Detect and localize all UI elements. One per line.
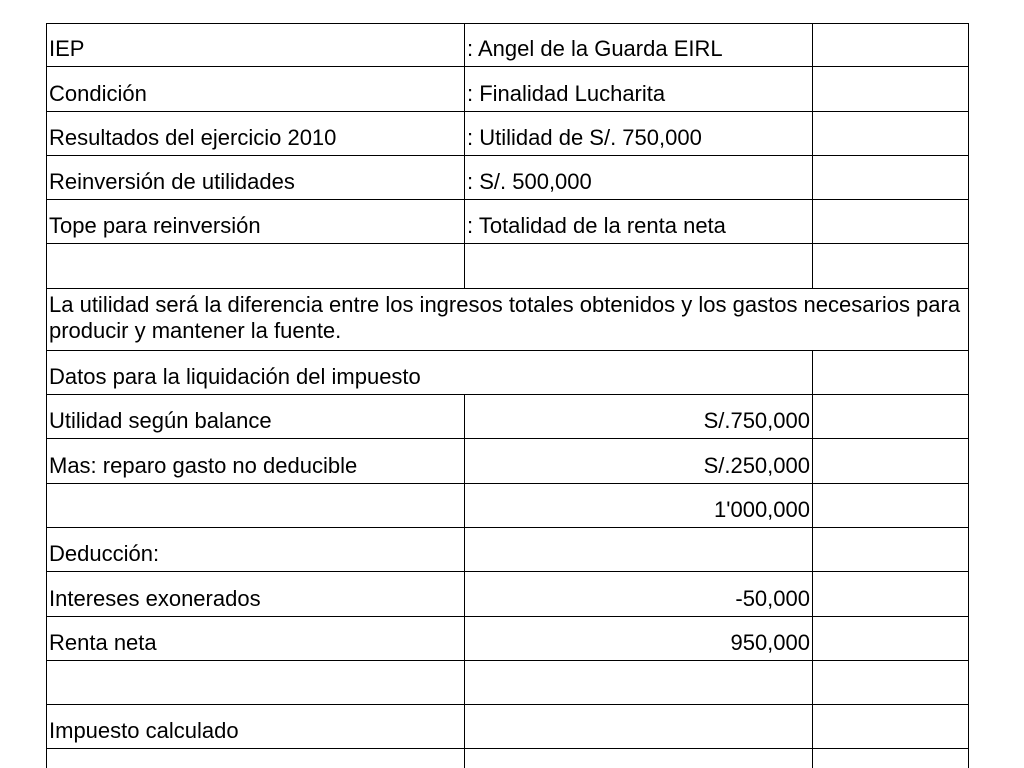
reinversion-label-cell[interactable]: Reinversión de utilidades	[47, 156, 465, 199]
empty-cell[interactable]	[813, 67, 968, 110]
row-value-cell[interactable]	[465, 705, 813, 748]
row-value-cell[interactable]: S/.750,000	[465, 395, 813, 438]
resultados-label-cell[interactable]: Resultados del ejercicio 2010	[47, 112, 465, 155]
empty-cell[interactable]	[813, 112, 968, 155]
tope-value-cell[interactable]: : Totalidad de la renta neta	[465, 200, 813, 243]
empty-cell[interactable]	[813, 351, 968, 394]
empty-cell[interactable]	[465, 749, 813, 768]
iep-value-cell[interactable]: : Angel de la Guarda EIRL	[465, 24, 813, 66]
table-row	[46, 244, 969, 288]
row-value-cell[interactable]: 950,000	[465, 617, 813, 660]
row-label-cell[interactable]: Impuesto calculado	[47, 705, 465, 748]
iep-label-cell[interactable]: IEP	[47, 24, 465, 66]
row-label-cell[interactable]: Mas: reparo gasto no deducible	[47, 439, 465, 482]
table-row	[46, 705, 969, 749]
table-row	[46, 439, 969, 483]
table-row	[46, 572, 969, 616]
empty-cell[interactable]	[813, 244, 968, 287]
note-row	[46, 289, 969, 351]
empty-cell[interactable]	[813, 439, 968, 482]
empty-cell[interactable]	[813, 528, 968, 571]
empty-cell[interactable]	[813, 572, 968, 615]
table-row	[46, 23, 969, 67]
empty-cell[interactable]	[813, 705, 968, 748]
condicion-label-cell[interactable]: Condición	[47, 67, 465, 110]
empty-cell[interactable]	[47, 244, 465, 287]
row-value-cell[interactable]	[465, 661, 813, 704]
table-row	[46, 200, 969, 244]
empty-cell[interactable]	[813, 749, 968, 768]
table-row	[46, 395, 969, 439]
row-label-cell[interactable]: Renta neta	[47, 617, 465, 660]
row-value-cell[interactable]	[465, 528, 813, 571]
empty-cell[interactable]	[813, 24, 968, 66]
row-label-cell[interactable]	[47, 661, 465, 704]
row-value-cell[interactable]: S/.250,000	[465, 439, 813, 482]
table-row	[46, 67, 969, 111]
row-value-cell[interactable]: -50,000	[465, 572, 813, 615]
table-row	[46, 617, 969, 661]
liquidacion-title-cell[interactable]: Datos para la liquidación del impuesto	[47, 351, 813, 394]
table-row	[46, 351, 969, 395]
empty-cell[interactable]	[465, 244, 813, 287]
row-label-cell[interactable]	[47, 484, 465, 527]
table-row	[46, 528, 969, 572]
table-row	[46, 156, 969, 200]
empty-cell[interactable]	[813, 484, 968, 527]
empty-cell[interactable]	[47, 749, 465, 768]
empty-cell[interactable]	[813, 156, 968, 199]
condicion-value-cell[interactable]: : Finalidad Lucharita	[465, 67, 813, 110]
row-value-cell[interactable]: 1'000,000	[465, 484, 813, 527]
spreadsheet-table	[46, 23, 969, 768]
resultados-value-cell[interactable]: : Utilidad de S/. 750,000	[465, 112, 813, 155]
empty-cell[interactable]	[813, 661, 968, 704]
row-label-cell[interactable]: Deducción:	[47, 528, 465, 571]
empty-cell[interactable]	[813, 395, 968, 438]
empty-cell[interactable]	[813, 617, 968, 660]
reinversion-value-cell[interactable]: : S/. 500,000	[465, 156, 813, 199]
row-label-cell[interactable]: Utilidad según balance	[47, 395, 465, 438]
tope-label-cell[interactable]: Tope para reinversión	[47, 200, 465, 243]
table-row	[46, 484, 969, 528]
table-row	[46, 661, 969, 705]
empty-cell[interactable]	[813, 200, 968, 243]
note-merged-cell[interactable]: La utilidad será la diferencia entre los ingresos totales obtenidos y los gastos necesarios para producir y mantener la fuente.	[49, 291, 961, 343]
table-row	[46, 112, 969, 156]
row-label-cell[interactable]: Intereses exonerados	[47, 572, 465, 615]
table-row	[46, 749, 969, 768]
